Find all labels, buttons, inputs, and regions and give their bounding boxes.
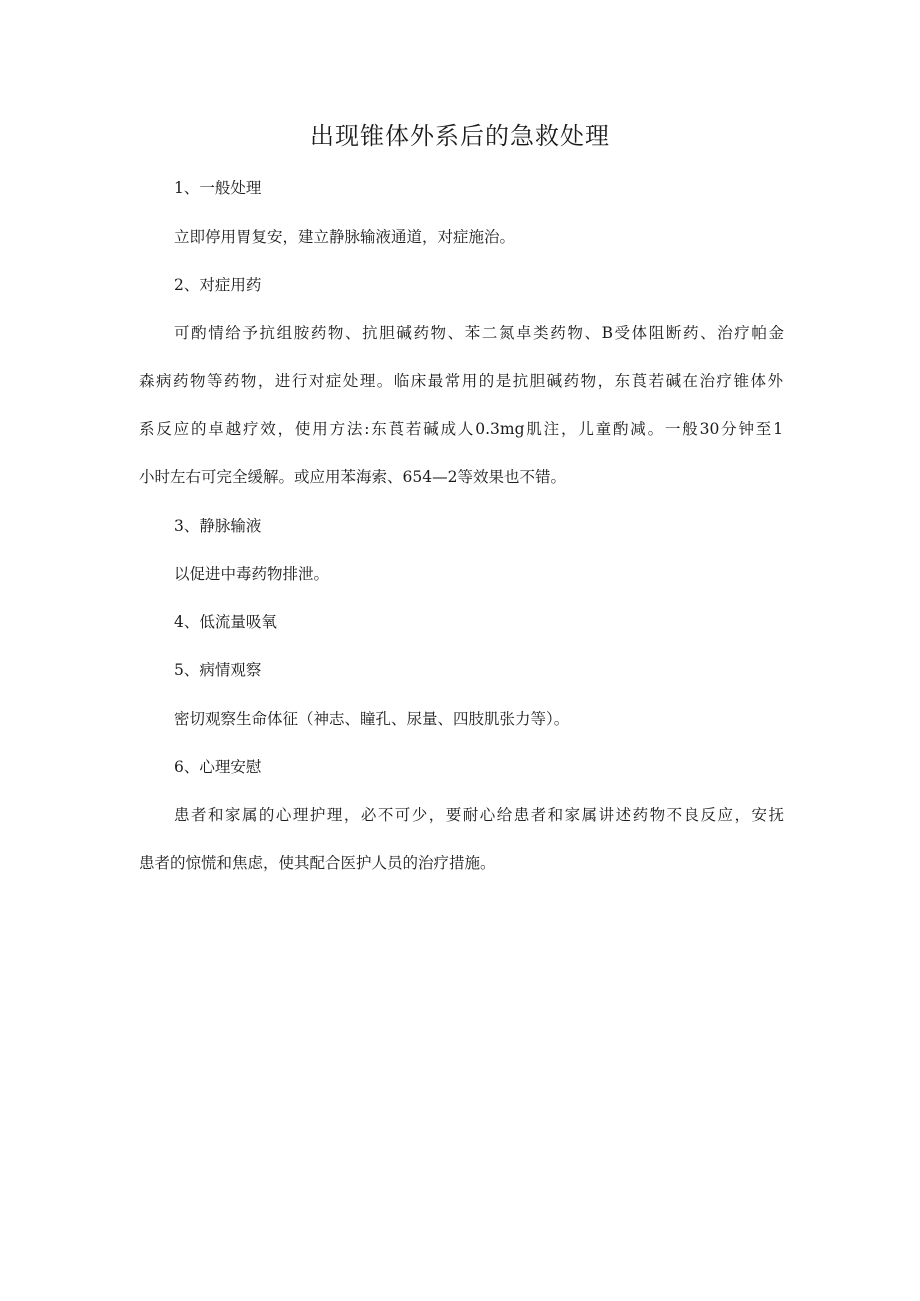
section-3-paragraph-line-1: 以促进中毒药物排泄。 — [174, 565, 330, 583]
section-2-paragraph-line-1: 可酌情给予抗组胺药物、抗胆碱药物、苯二氮卓类药物、B受体阻断药、治疗帕金 — [174, 324, 784, 342]
section-5-heading: 5、病情观察 — [174, 661, 262, 679]
section-1-heading: 1、一般处理 — [174, 179, 262, 197]
section-5-paragraph-line-1: 密切观察生命体征（神志、瞳孔、尿量、四肢肌张力等）。 — [174, 710, 570, 728]
section-1-paragraph-line-1: 立即停用胃复安，建立静脉输液通道，对症施治。 — [174, 228, 516, 246]
section-6-paragraph-line-2: 患者的惊慌和焦虑，使其配合医护人员的治疗措施。 — [139, 854, 496, 872]
section-2-heading: 2、对症用药 — [174, 276, 262, 294]
section-2-paragraph-line-2: 森病药物等药物，进行对症处理。临床最常用的是抗胆碱药物，东莨若碱在治疗锥体外 — [139, 372, 783, 390]
section-2-paragraph-line-3: 系反应的卓越疗效，使用方法:东莨若碱成人0.3mg肌注，儿童酌减。一般30分钟至1 — [139, 420, 783, 438]
section-2-paragraph-line-4: 小时左右可完全缓解。或应用苯海索、654—2等效果也不错。 — [139, 468, 566, 486]
section-3-heading: 3、静脉输液 — [174, 517, 262, 535]
section-6-paragraph-line-1: 患者和家属的心理护理，必不可少，要耐心给患者和家属讲述药物不良反应，安抚 — [174, 806, 784, 824]
section-4-heading: 4、低流量吸氧 — [174, 613, 277, 631]
document-title: 出现锥体外系后的急救处理 — [310, 122, 610, 150]
section-6-heading: 6、心理安慰 — [174, 758, 262, 776]
